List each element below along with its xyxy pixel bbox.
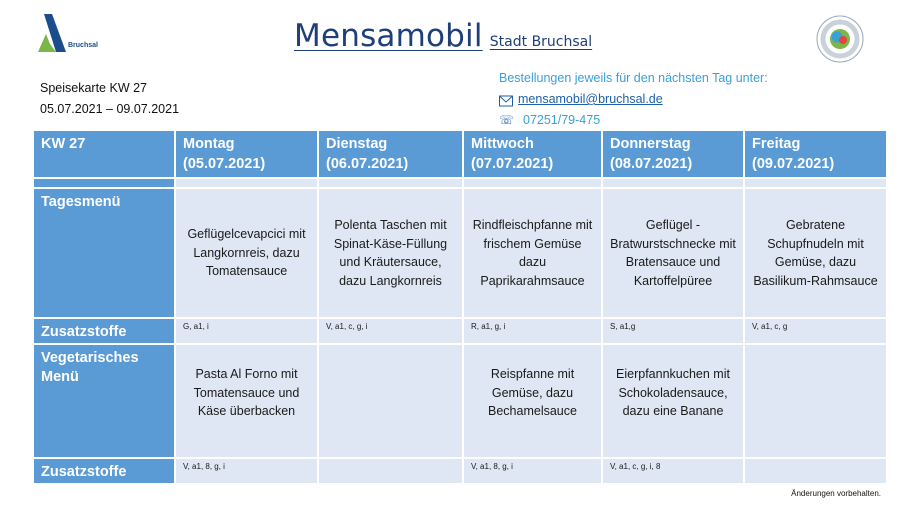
menu-week-range: 05.07.2021 – 09.07.2021 xyxy=(40,102,180,116)
day-header-monday: Montag (05.07.2021) xyxy=(175,130,318,178)
menu-header-row xyxy=(33,130,887,178)
veg-additives-row xyxy=(33,458,887,484)
veg-additives-thursday: V, a1, c, g, i, 8 xyxy=(602,458,744,484)
page-title: Mensamobil xyxy=(294,18,483,54)
tagesmenu-additives-friday: V, a1, c, g xyxy=(744,318,887,344)
tagesmenu-additives-tuesday: V, a1, c, g, i xyxy=(318,318,463,344)
veg-menu-label: Vegetarisches Menü xyxy=(33,344,175,458)
tagesmenu-wednesday: Rindfleischpfanne mit frischem Gemüse dazu Paprikarahmsauce xyxy=(463,188,602,318)
day-header-thursday: Donnerstag (08.07.2021) xyxy=(602,130,744,178)
telephone-icon: ☏ xyxy=(499,113,515,127)
order-info xyxy=(499,68,768,131)
order-phone-row xyxy=(499,110,768,131)
veg-additives-tuesday xyxy=(318,458,463,484)
veg-menu-row xyxy=(33,344,887,458)
page-subtitle: Stadt Bruchsal xyxy=(489,34,593,50)
tagesmenu-additives-thursday: S, a1,g xyxy=(602,318,744,344)
tagesmenu-additives-wednesday: R, a1, g, i xyxy=(463,318,602,344)
veg-additives-friday xyxy=(744,458,887,484)
page-title-block xyxy=(294,18,592,54)
order-email-link[interactable]: mensamobil@bruchsal.de xyxy=(518,92,663,106)
tagesmenu-monday: Geflügelcevapcici mit Langkornreis, dazu Tomatensauce xyxy=(175,188,318,318)
veg-additives-wednesday: V, a1, 8, g, i xyxy=(463,458,602,484)
day-header-tuesday: Dienstag (06.07.2021) xyxy=(318,130,463,178)
tagesmenu-thursday: Geflügel - Bratwurstschnecke mit Bratensauce und Kartoffelpüree xyxy=(602,188,744,318)
week-info xyxy=(40,78,179,120)
veg-menu-tuesday xyxy=(318,344,463,458)
changes-note: Änderungen vorbehalten. xyxy=(791,489,881,498)
tagesmenu-row xyxy=(33,188,887,318)
veg-additives-monday: V, a1, 8, g, i xyxy=(175,458,318,484)
logo-city-text: Bruchsal xyxy=(68,42,98,49)
veg-menu-wednesday: Reispfanne mit Gemüse, dazu Bechamelsauce xyxy=(463,344,602,458)
tagesmenu-additives-label: Zusatzstoffe xyxy=(33,318,175,344)
veg-menu-thursday: Eierpfannkuchen mit Schokoladensauce, dazu eine Banane xyxy=(602,344,744,458)
envelope-icon xyxy=(499,93,513,107)
bruchsal-logo xyxy=(36,12,98,56)
order-email-row xyxy=(499,89,768,110)
day-header-wednesday: Mittwoch (07.07.2021) xyxy=(463,130,602,178)
day-header-friday: Freitag (09.07.2021) xyxy=(744,130,887,178)
bruchsal-logo-icon xyxy=(36,12,98,56)
veg-menu-friday xyxy=(744,344,887,458)
tagesmenu-tuesday: Polenta Taschen mit Spinat-Käse-Füllung und Kräutersauce, dazu Langkornreis xyxy=(318,188,463,318)
tagesmenu-additives-row xyxy=(33,318,887,344)
tagesmenu-label: Tagesmenü xyxy=(33,188,175,318)
tagesmenu-friday: Gebratene Schupfnudeln mit Gemüse, dazu Basilikum-Rahmsauce xyxy=(744,188,887,318)
veg-menu-monday: Pasta Al Forno mit Tomatensauce und Käse überbacken xyxy=(175,344,318,458)
menu-week-label: Speisekarte KW 27 xyxy=(40,81,147,95)
veg-additives-label: Zusatzstoffe xyxy=(33,458,175,484)
family-seal xyxy=(815,14,865,64)
spacer-row xyxy=(33,178,887,188)
order-phone: 07251/79-475 xyxy=(523,113,601,127)
week-corner-cell: KW 27 xyxy=(33,130,175,178)
menu-table xyxy=(32,129,888,485)
order-intro: Bestellungen jeweils für den nächsten Tag unter: xyxy=(499,71,768,85)
tagesmenu-additives-monday: G, a1, i xyxy=(175,318,318,344)
family-seal-icon xyxy=(815,14,865,64)
